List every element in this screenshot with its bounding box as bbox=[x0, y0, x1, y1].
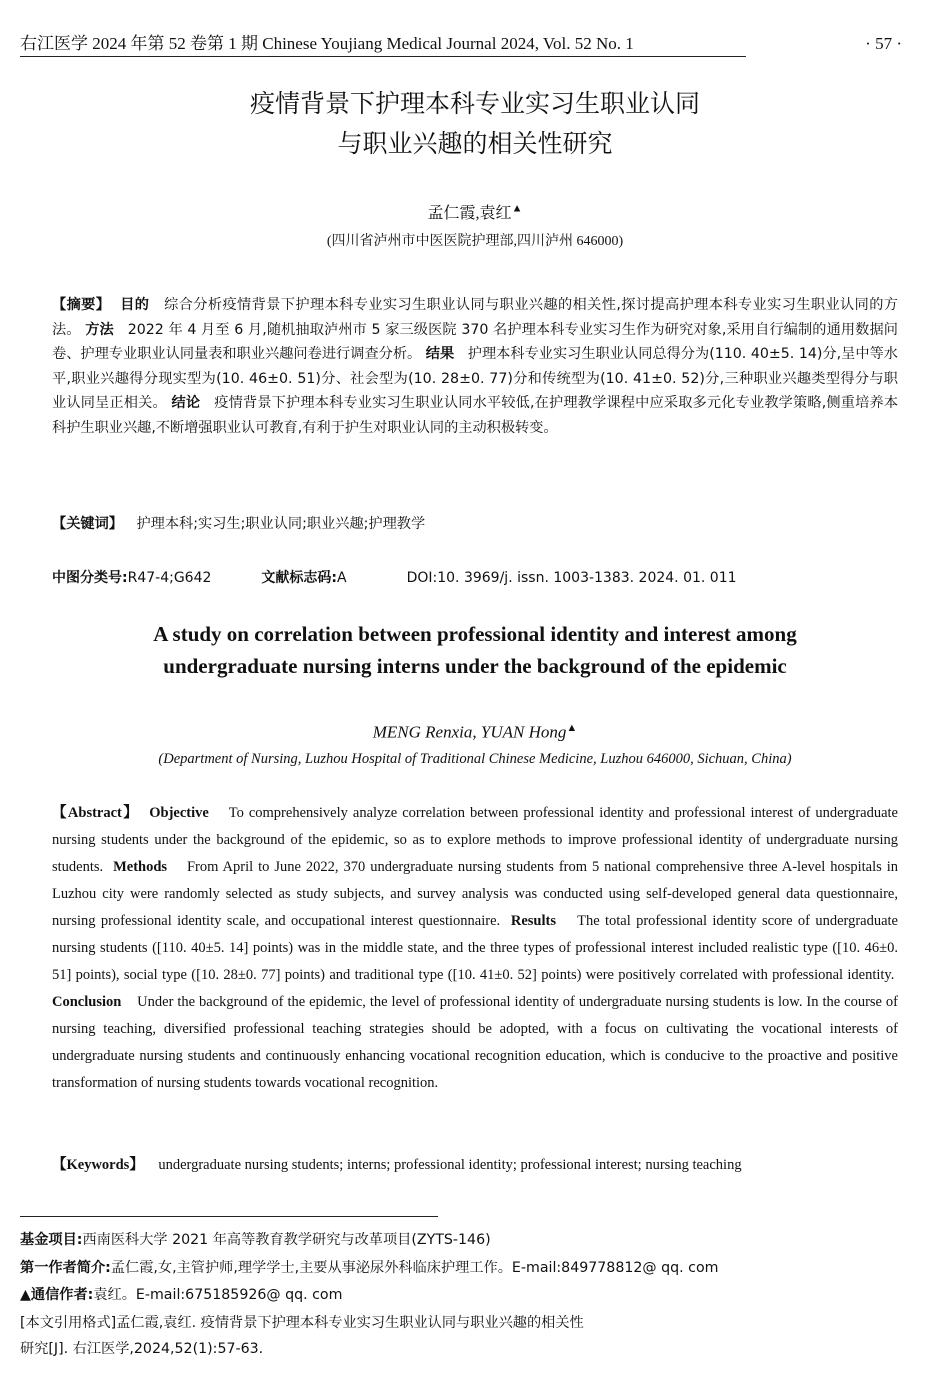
keywords-cn bbox=[52, 512, 898, 537]
abstract-en-label: 【Abstract】 bbox=[52, 805, 140, 821]
authors-en bbox=[0, 722, 950, 743]
objective-en-label: Objective bbox=[149, 805, 209, 821]
fund-label: 基金项目: bbox=[20, 1232, 83, 1248]
keywords-en bbox=[52, 1153, 898, 1174]
classification-line bbox=[52, 567, 737, 587]
objective-cn-label: 目的 bbox=[120, 297, 150, 313]
citation-label: [本文引用格式] bbox=[20, 1315, 117, 1331]
authors-cn-text: 孟仁霞,袁红 bbox=[427, 205, 512, 222]
footnote-rule bbox=[20, 1216, 438, 1217]
abstract-cn bbox=[52, 293, 898, 441]
corresponding-text: 袁红。E-mail:675185926@ qq. com bbox=[93, 1287, 343, 1303]
footnote-corresponding bbox=[20, 1283, 920, 1307]
page-number: · 57 · bbox=[865, 34, 902, 53]
clc-code: R47-4;G642 bbox=[127, 570, 212, 586]
conclusion-en: Under the background of the epidemic, the level of professional identity of undergraduate nursing students is low. In the course of nursing teaching, diversified professional teaching strategies should be adopted, with a focus on cultivating the vocational interests of undergraduate nursing students and continuously enhancing vocational recognition education, which is conducive to the proactive and positive transformation of nursing students towards vocational recognition. bbox=[52, 994, 899, 1091]
objective-cn: 综合分析疫情背景下护理本科专业实习生职业认同与职业兴趣的相关性,探讨提高护理本科专业实习生职业认同的方法。 bbox=[52, 297, 898, 338]
corresponding-mark-en-icon: ▲ bbox=[566, 722, 578, 734]
first-author-label: 第一作者简介: bbox=[20, 1260, 111, 1276]
citation-line2: 研究[J]. 右江医学,2024,52(1):57-63. bbox=[20, 1341, 264, 1357]
title-cn bbox=[0, 84, 950, 164]
clc-label: 中图分类号: bbox=[52, 570, 128, 586]
footnote-citation bbox=[20, 1311, 920, 1335]
corresponding-label: ▲通信作者: bbox=[20, 1287, 94, 1303]
keywords-en-text: undergraduate nursing students; interns; professional identity; professional interest; nursing teaching bbox=[158, 1157, 742, 1173]
keywords-cn-text: 护理本科;实习生;职业认同;职业兴趣;护理教学 bbox=[136, 516, 426, 532]
first-author-text: 孟仁霞,女,主管护师,理学学士,主要从事泌尿外科临床护理工作。E-mail:849778812@ qq. com bbox=[110, 1260, 719, 1276]
doc-code: A bbox=[337, 570, 347, 586]
title-cn-line1: 疫情背景下护理本科专业实习生职业认同 bbox=[249, 89, 700, 118]
fund-text: 西南医科大学 2021 年高等教育教学研究与改革项目(ZYTS-146) bbox=[82, 1232, 491, 1248]
title-en-line2: undergraduate nursing interns under the background of the epidemic bbox=[163, 654, 787, 678]
results-cn: 护理本科专业实习生职业认同总得分为(110. 40±5. 14)分,呈中等水平,职业兴趣得分现实型为(10. 46±0. 51)分、社会型为(10. 28±0. 77)分和传统型为(10. 41±0. 52)分,三种职业兴趣类型得分与职业认同呈正相关。 bbox=[52, 346, 898, 412]
abstract-cn-label: 【摘要】 bbox=[52, 297, 111, 313]
header-rule bbox=[20, 56, 746, 57]
affiliation-cn: (四川省泸州市中医医院护理部,四川泸州 646000) bbox=[326, 234, 624, 249]
results-en: The total professional identity score of undergraduate nursing students ([110. 40±5. 14] points) was in the middle state, and the three types of professional interest included realistic type ([10. 46±0. 51] points), social type ([10. 28±0. 77] points) and traditional type ([10. 41±0. 52] points) were positively correlated with professional identity. bbox=[52, 913, 898, 983]
methods-cn-label: 方法 bbox=[85, 321, 114, 338]
results-cn-label: 结果 bbox=[425, 346, 455, 363]
conclusion-cn: 疫情背景下护理本科专业实习生职业认同水平较低,在护理教学课程中应采取多元化专业教学策略,侧重培养本科护生职业兴趣,不断增强职业认可教育,有利于护生对职业认同的主动积极转变。 bbox=[52, 395, 899, 436]
doi: DOI:10. 3969/j. issn. 1003-1383. 2024. 01. 011 bbox=[406, 570, 737, 586]
objective-en: To comprehensively analyze correlation between professional identity and professional interest of undergraduate nursing students under the background of the epidemic, so as to explore methods to improve professional identity of undergraduate nursing students. bbox=[52, 805, 898, 875]
results-en-label: Results bbox=[510, 913, 556, 929]
conclusion-en-label: Conclusion bbox=[52, 994, 122, 1010]
abstract-en bbox=[52, 800, 898, 1097]
conclusion-cn-label: 结论 bbox=[171, 395, 201, 412]
footnote-first-author bbox=[20, 1256, 920, 1280]
corresponding-mark-icon: ▲ bbox=[511, 202, 523, 215]
running-header: 右江医学 2024 年第 52 卷第 1 期 Chinese Youjiang Medical Journal 2024, Vol. 52 No. 1 bbox=[20, 34, 634, 53]
authors-cn bbox=[0, 200, 950, 223]
keywords-en-label: 【Keywords】 bbox=[52, 1157, 144, 1173]
footnote-citation-cont bbox=[20, 1337, 920, 1361]
authors-en-text: MENG Renxia, YUAN Hong bbox=[372, 722, 567, 742]
methods-en-label: Methods bbox=[113, 859, 168, 875]
doc-code-label: 文献标志码: bbox=[261, 570, 338, 586]
methods-en: From April to June 2022, 370 undergraduate nursing students from 5 national comprehensive three A-level hospitals in Luzhou city were randomly selected as study subjects, and survey analysis was conducted using self-developed general data questionnaire, nursing professional identity scale, and occupational interest questionnaire. bbox=[52, 859, 898, 929]
citation-line1: 孟仁霞,袁红. 疫情背景下护理本科专业实习生职业认同与职业兴趣的相关性 bbox=[116, 1315, 584, 1331]
footnote-fund bbox=[20, 1228, 920, 1252]
title-en bbox=[0, 618, 950, 682]
title-en-line1: A study on correlation between professional identity and interest among bbox=[153, 622, 797, 646]
title-cn-line2: 与职业兴趣的相关性研究 bbox=[337, 129, 613, 158]
methods-cn: 2022 年 4 月至 6 月,随机抽取泸州市 5 家三级医院 370 名护理本科专业实习生作为研究对象,采用自行编制的通用数据问卷、护理专业职业认同量表和职业兴趣问卷进行调查分析。 bbox=[52, 321, 898, 363]
affiliation-en: (Department of Nursing, Luzhou Hospital of Traditional Chinese Medicine, Luzhou 646000, Sichuan, China) bbox=[158, 751, 792, 767]
keywords-cn-label: 【关键词】 bbox=[52, 516, 123, 532]
